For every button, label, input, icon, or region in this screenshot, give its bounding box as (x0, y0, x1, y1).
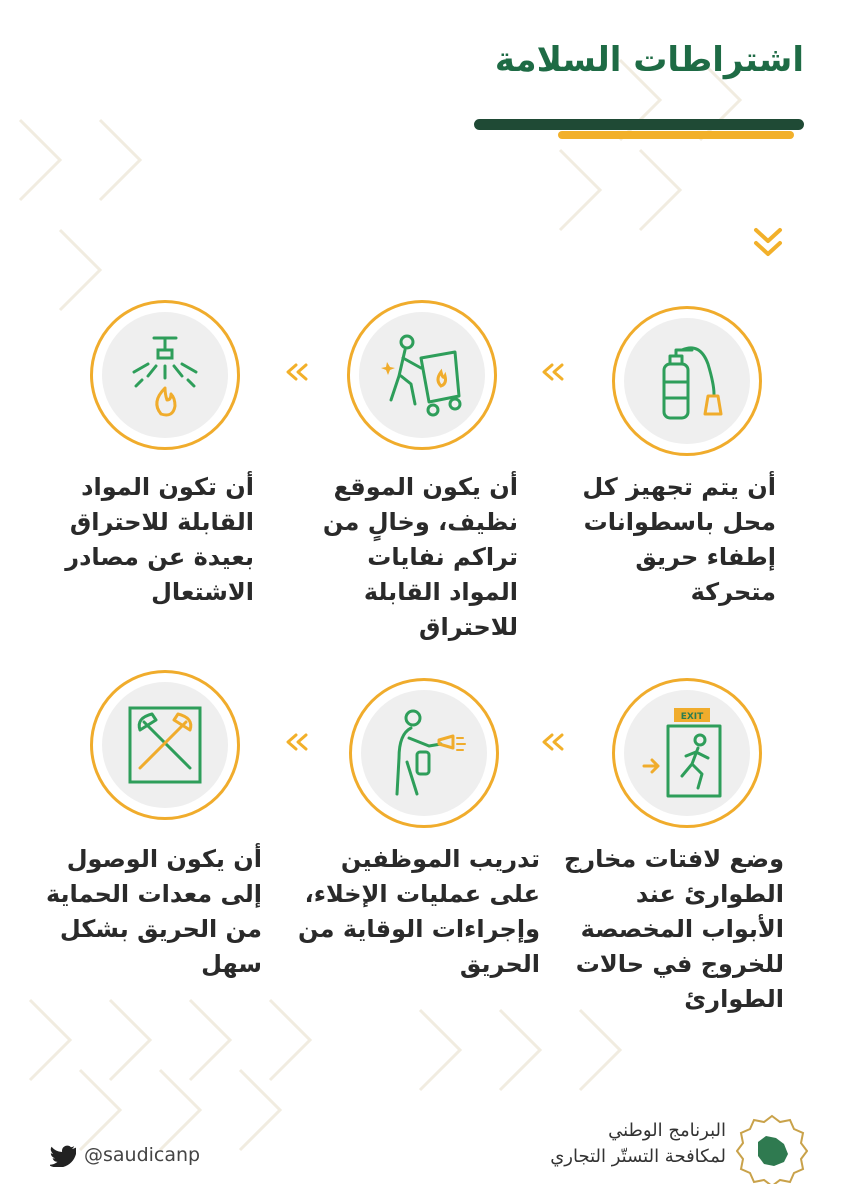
item-6-icon-circle (90, 670, 240, 820)
fire-axes-icon (118, 698, 212, 792)
double-chevron-down-icon (752, 226, 784, 260)
page-title: اشتراطات السلامة (494, 40, 804, 80)
item-1-caption: أن يتم تجهيز كل محل باسطوانات إطفاء حريق متحركة (582, 473, 776, 606)
item-6-caption: أن يكون الوصول إلى معدات الحماية من الحريق بشكل سهل (45, 845, 262, 978)
social-handle[interactable]: @saudicanp (84, 1144, 201, 1166)
item-2-caption: أن يكون الموقع نظيف، وخالٍ من تراكم نفايات المواد القابلة للاحتراق (322, 473, 518, 641)
item-4-icon-circle (612, 678, 762, 828)
twitter-icon[interactable] (50, 1145, 76, 1167)
double-chevron-left-icon (540, 732, 566, 752)
fire-extinguisher-icon (640, 334, 734, 428)
item-1-icon-circle (612, 306, 762, 456)
item-5-caption: تدريب الموظفين على عمليات الإخلاء، وإجراءات الوقاية من الحريق (298, 845, 540, 978)
item-5-icon-circle (349, 678, 499, 828)
item-2-icon-circle (347, 300, 497, 450)
item-4-caption: وضع لافتات مخارج الطوارئ عند الأبواب المخصصة للخروج في حالات الطوارئ (563, 845, 784, 1013)
double-chevron-left-icon (284, 732, 310, 752)
program-logo-icon (736, 1112, 808, 1184)
exit-sign-icon (640, 706, 734, 800)
title-underline-green (474, 119, 804, 130)
cleaning-cart-icon (375, 328, 469, 422)
program-name: البرنامج الوطني لمكافحة التستّر التجاري (550, 1120, 726, 1167)
item-3-icon-circle (90, 300, 240, 450)
person-extinguisher-icon (377, 706, 471, 800)
sprinkler-fire-icon (118, 328, 212, 422)
double-chevron-left-icon (540, 362, 566, 382)
title-underline-gold (558, 131, 794, 139)
double-chevron-left-icon (284, 362, 310, 382)
svg-text:EXIT: EXIT (680, 712, 704, 722)
item-3-caption: أن تكون المواد القابلة للاحتراق بعيدة عن مصادر الاشتعال (65, 473, 254, 606)
